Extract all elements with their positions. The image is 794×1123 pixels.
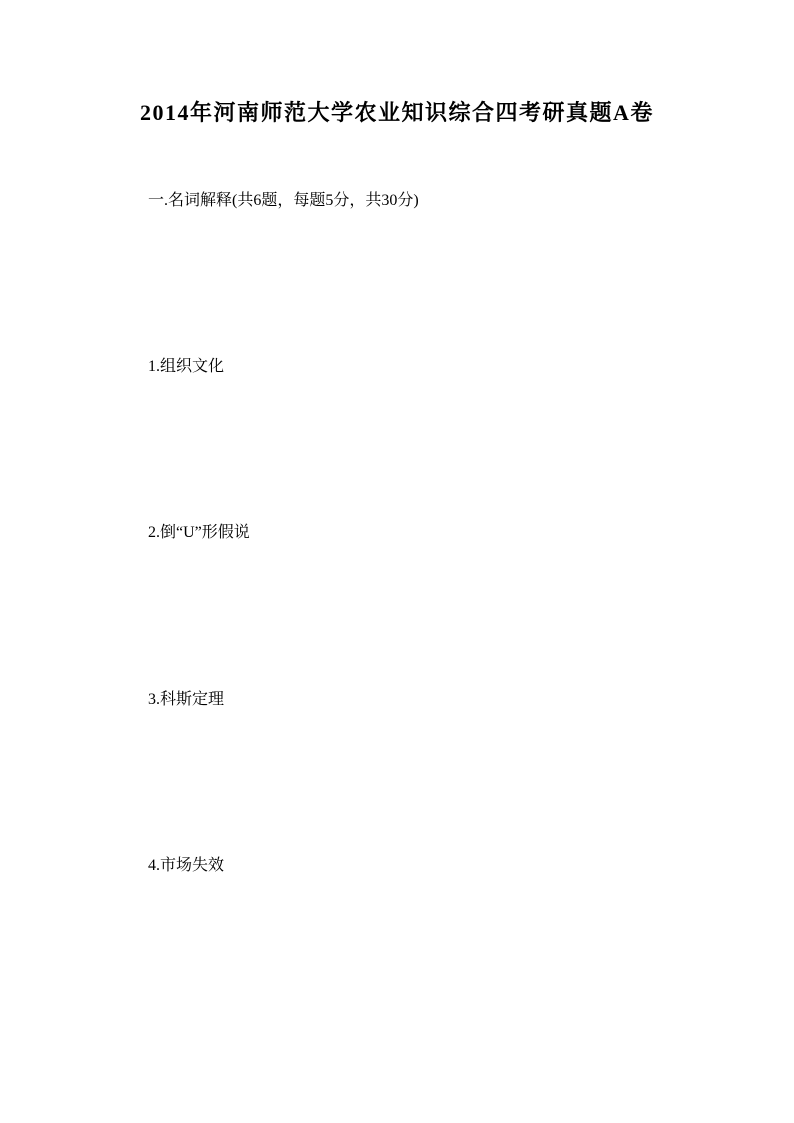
section-heading-definitions: 一.名词解释(共6题，每题5分，共30分): [148, 192, 419, 209]
document-title: 2014年河南师范大学农业知识综合四考研真题A卷: [140, 100, 654, 125]
question-item-3: 3.科斯定理: [148, 691, 225, 708]
question-item-1: 1.组织文化: [148, 358, 225, 375]
question-item-4: 4.市场失效: [148, 857, 225, 874]
question-item-2: 2.倒“U”形假说: [148, 524, 250, 541]
